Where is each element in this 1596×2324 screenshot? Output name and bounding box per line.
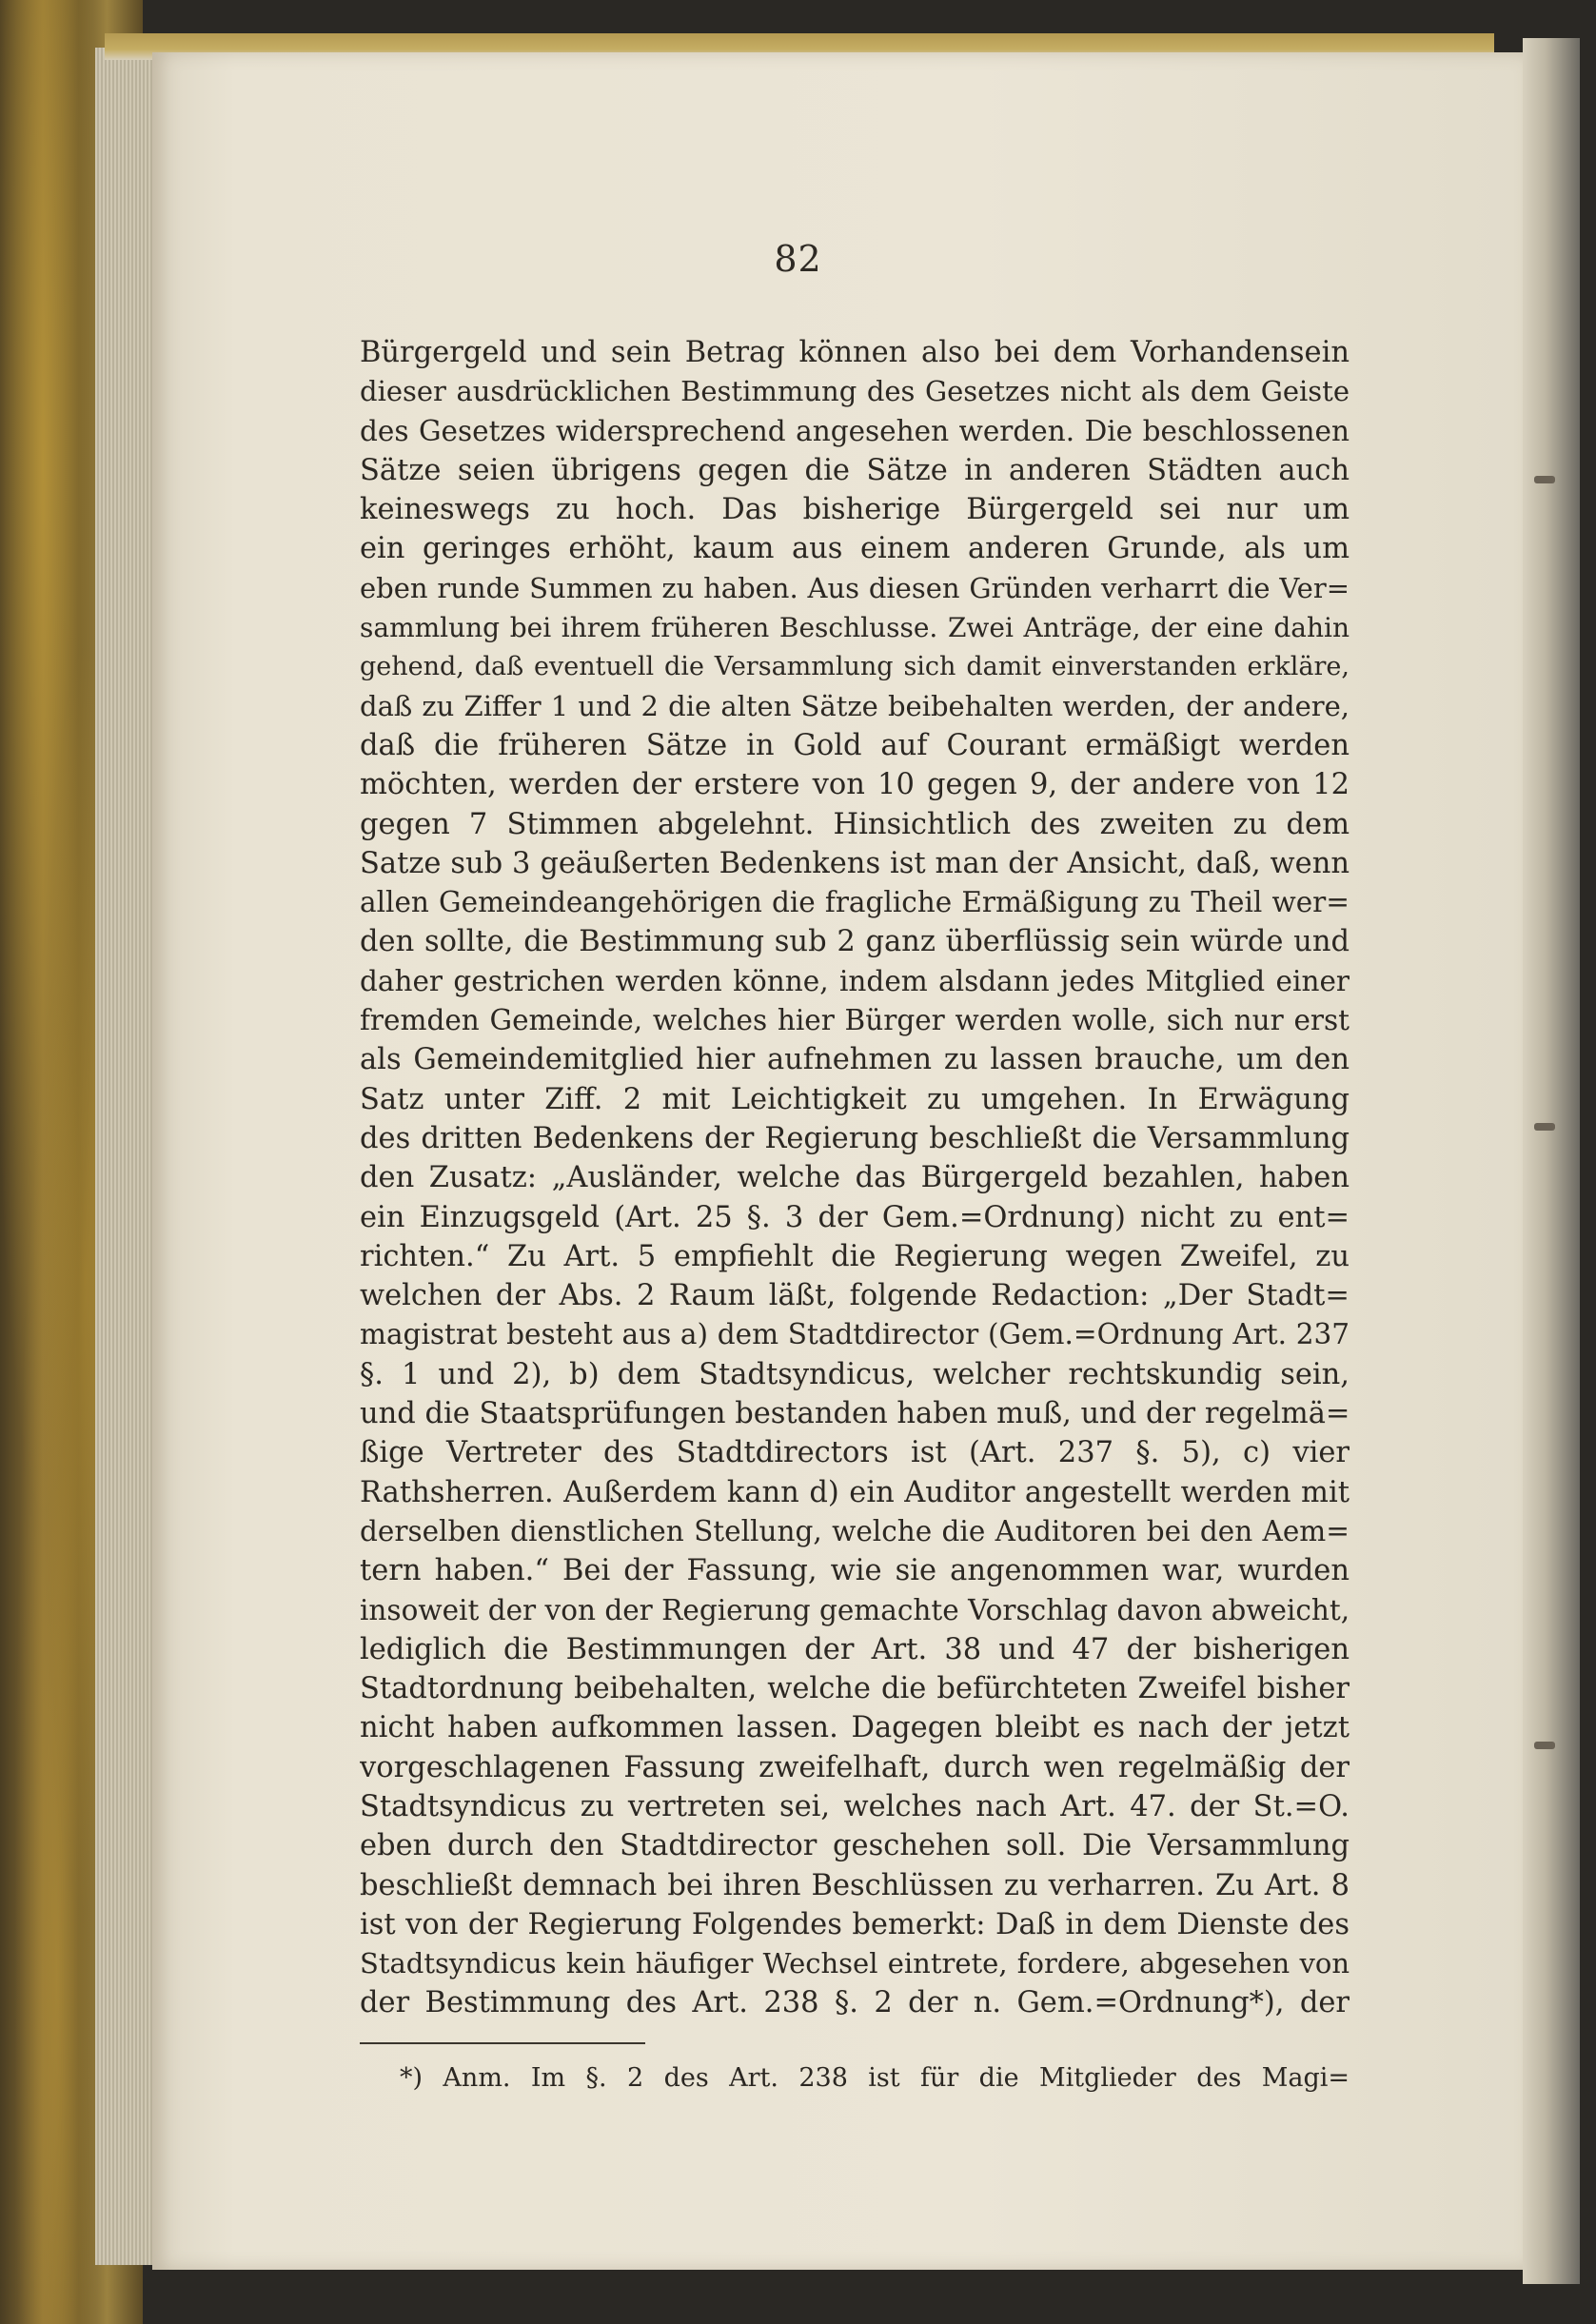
text-line: keineswegs zu hoch. Das bisherige Bürgergeld sei nur um	[360, 493, 1350, 527]
text-line: nicht haben aufkommen lassen. Dagegen bleibt es nach der jetzt	[360, 1711, 1350, 1745]
text-line: insoweit der von der Regierung gemachte Vorschlag davon abweicht,	[360, 1593, 1350, 1626]
text-line: daß zu Ziffer 1 und 2 die alten Sätze beibehalten werden, der andere,	[360, 689, 1350, 722]
text-line: daher gestrichen werden könne, indem alsdann jedes Mitglied einer	[360, 964, 1350, 997]
text-line: derselben dienstlichen Stellung, welche die Auditoren bei den Aem=	[360, 1514, 1350, 1547]
text-line: des Gesetzes widersprechend angesehen werden. Die beschlossenen	[360, 414, 1350, 447]
body-text	[360, 333, 1350, 2023]
text-line: und die Staatsprüfungen bestanden haben muß, und der regelmä=	[360, 1397, 1350, 1431]
text-line: beschließt demnach bei ihren Beschlüssen zu verharren. Zu Art. 8	[360, 1868, 1350, 1902]
text-line: Stadtordnung beibehalten, welche die befürchteten Zweifel bisher	[360, 1672, 1350, 1706]
text-line: fremden Gemeinde, welches hier Bürger werden wolle, sich nur erst	[360, 1004, 1350, 1037]
text-line: daß die früheren Sätze in Gold auf Courant ermäßigt werden	[360, 728, 1350, 762]
text-line: dieser ausdrücklichen Bestimmung des Gesetzes nicht als dem Geiste	[360, 375, 1350, 408]
text-line: ist von der Regierung Folgendes bemerkt: Daß in dem Dienste des	[360, 1907, 1350, 1941]
text-line: Sätze seien übrigens gegen die Sätze in anderen Städten auch	[360, 453, 1350, 487]
text-line: §. 1 und 2), b) dem Stadtsyndicus, welcher rechtskundig sein,	[360, 1357, 1350, 1391]
text-line: ein geringes erhöht, kaum aus einem anderen Grunde, als um	[360, 532, 1350, 566]
text-line: der Bestimmung des Art. 238 §. 2 der n. Gem.=Ordnung*), der	[360, 1986, 1350, 2020]
text-line: den sollte, die Bestimmung sub 2 ganz überflüssig sein würde und	[360, 925, 1350, 959]
text-line: als Gemeindemitglied hier aufnehmen zu lassen brauche, um den	[360, 1043, 1350, 1077]
page-number: 82	[774, 238, 822, 280]
text-line: Bürgergeld und sein Betrag können also bei dem Vorhandensein	[360, 336, 1350, 369]
text-line: gehend, daß eventuell die Versammlung sich damit einverstanden erkläre,	[360, 652, 1350, 682]
text-line: des dritten Bedenkens der Regierung beschließt die Versammlung	[360, 1121, 1350, 1155]
text-line: eben runde Summen zu haben. Aus diesen Gründen verharrt die Ver=	[360, 571, 1350, 604]
text-line: allen Gemeindeangehörigen die fragliche Ermäßigung zu Theil wer=	[360, 886, 1350, 919]
text-line: möchten, werden der erstere von 10 gegen 9, der andere von 12	[360, 768, 1350, 802]
text-line: ein Einzugsgeld (Art. 25 §. 3 der Gem.=Ordnung) nicht zu ent=	[360, 1200, 1350, 1234]
text-line: eben durch den Stadtdirector geschehen soll. Die Versammlung	[360, 1829, 1350, 1863]
text-line: sammlung bei ihrem früheren Beschlusse. Zwei Anträge, der eine dahin	[360, 612, 1350, 644]
text-line: magistrat besteht aus a) dem Stadtdirector (Gem.=Ordnung Art. 237	[360, 1318, 1350, 1351]
text-line: lediglich die Bestimmungen der Art. 38 und 47 der bisherigen	[360, 1632, 1350, 1666]
footnote-rule	[360, 2042, 645, 2044]
text-line: Satze sub 3 geäußerten Bedenkens ist man der Ansicht, daß, wenn	[360, 846, 1350, 880]
text-line: den Zusatz: „Ausländer, welche das Bürgergeld bezahlen, haben	[360, 1161, 1350, 1195]
text-line: Satz unter Ziff. 2 mit Leichtigkeit zu umgehen. In Erwägung	[360, 1082, 1350, 1116]
text-line: welchen der Abs. 2 Raum läßt, folgende Redaction: „Der Stadt=	[360, 1279, 1350, 1313]
text-line: Stadtsyndicus kein häufiger Wechsel eintrete, fordere, abgesehen von	[360, 1947, 1350, 1980]
binding-thread	[1534, 1123, 1555, 1131]
text-line: gegen 7 Stimmen abgelehnt. Hinsichtlich des zweiten zu dem	[360, 807, 1350, 841]
binding-thread	[1534, 476, 1555, 483]
text-line: vorgeschlagenen Fassung zweifelhaft, durch wen regelmäßig der	[360, 1750, 1350, 1784]
text-line: tern haben.“ Bei der Fassung, wie sie angenommen war, wurden	[360, 1554, 1350, 1588]
right-page-edge	[1523, 38, 1580, 2284]
text-line: ßige Vertreter des Stadtdirectors ist (Art. 237 §. 5), c) vier	[360, 1436, 1350, 1470]
footnote: *) Anm. Im §. 2 des Art. 238 ist für die Mitglieder des Magi=	[400, 2063, 1350, 2093]
text-line: richten.“ Zu Art. 5 empfiehlt die Regierung wegen Zweifel, zu	[360, 1239, 1350, 1273]
binding-thread	[1534, 1742, 1555, 1749]
text-line: Rathsherren. Außerdem kann d) ein Auditor angestellt werden mit	[360, 1475, 1350, 1509]
text-line: Stadtsyndicus zu vertreten sei, welches nach Art. 47. der St.=O.	[360, 1789, 1350, 1823]
